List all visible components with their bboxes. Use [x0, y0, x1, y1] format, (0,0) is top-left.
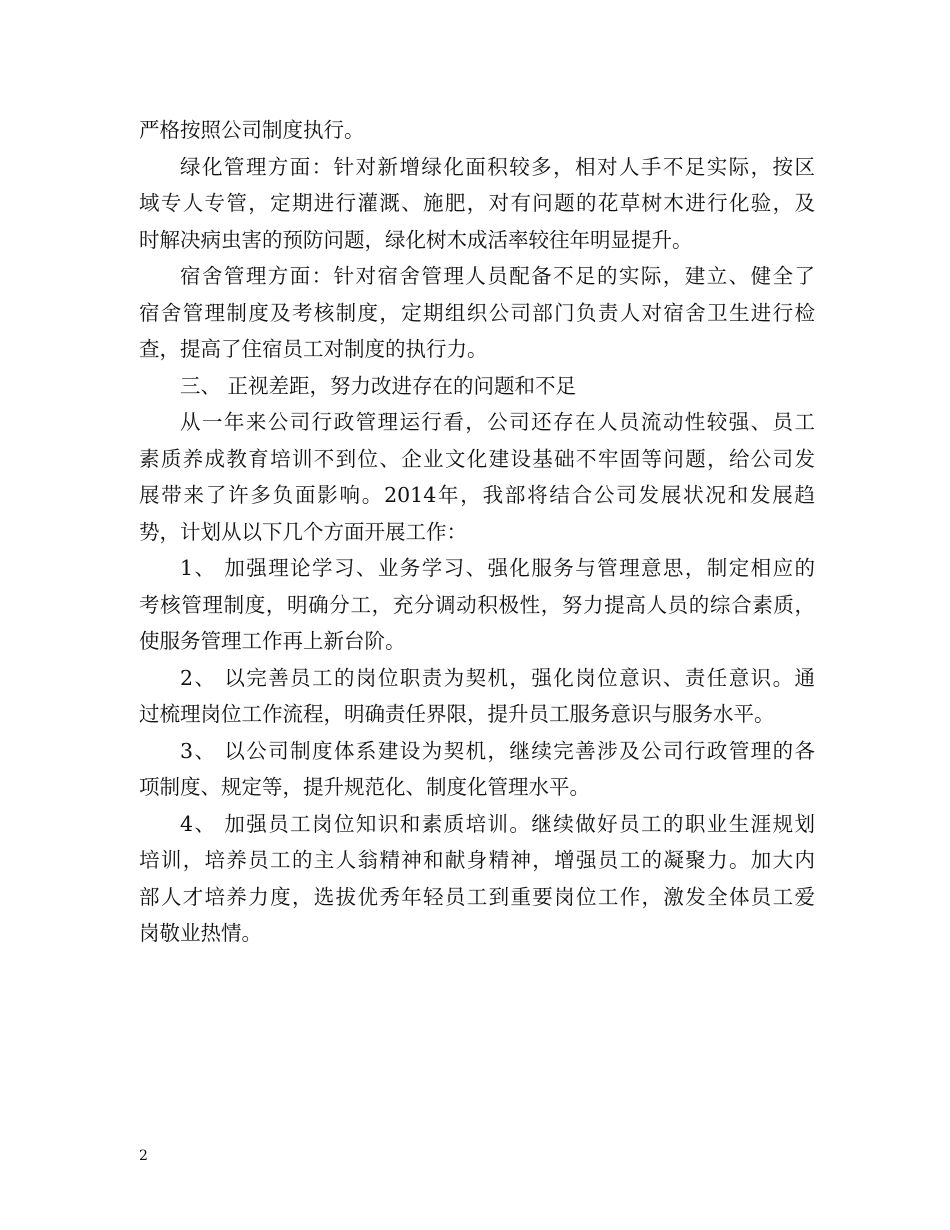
text-line: 势，计划从以下几个方面开展工作： [139, 519, 467, 544]
text-line: 培训，培养员工的主人翁精神和献身精神，增强员工的凝聚力。加大内 [139, 848, 815, 872]
text-line: 项制度、规定等，提升规范化、制度化管理水平。 [139, 775, 590, 799]
text-line: 部人才培养力度，选拔优秀年轻员工到重要岗位工作，激发全体员工爱 [139, 884, 815, 909]
text-line: 使服务管理工作再上新台阶。 [139, 629, 406, 653]
text-line: 岗敬业热情。 [139, 921, 262, 945]
text-line: 域专人专管，定期进行灌溉、施肥，对有问题的花草树木进行化验，及 [139, 191, 815, 215]
text-line: 1、 加强理论学习、业务学习、强化服务与管理意思，制定相应的 [180, 556, 815, 580]
text-line: 三、 正视差距，努力改进存在的问题和不足 [180, 373, 577, 398]
text-line: 宿舍管理制度及考核制度，定期组织公司部门负责人对宿舍卫生进行检 [139, 300, 815, 325]
text-line: 素质养成教育培训不到位、企业文化建设基础不牢固等问题，给公司发 [139, 446, 815, 471]
text-line: 展带来了许多负面影响。2014年，我部将结合公司发展状况和发展趋 [139, 483, 815, 507]
page-number: 2 [139, 1148, 148, 1164]
text-line: 绿化管理方面：针对新增绿化面积较多，相对人手不足实际，按区 [180, 154, 815, 179]
text-line: 3、 以公司制度体系建设为契机，继续完善涉及公司行政管理的各 [180, 738, 815, 763]
text-line: 查，提高了住宿员工对制度的执行力。 [139, 337, 488, 361]
text-line: 从一年来公司行政管理运行看，公司还存在人员流动性较强、员工 [180, 410, 815, 434]
text-line: 2、 以完善员工的岗位职责为契机，强化岗位意识、责任意识。通 [180, 665, 815, 690]
text-line: 4、 加强员工岗位知识和素质培训。继续做好员工的职业生涯规划 [180, 811, 815, 836]
text-line: 考核管理制度，明确分工，充分调动积极性，努力提高人员的综合素质， [139, 592, 815, 617]
text-line: 严格按照公司制度执行。 [139, 118, 365, 142]
text-line: 过梳理岗位工作流程，明确责任界限，提升员工服务意识与服务水平。 [139, 702, 775, 726]
document-body [139, 112, 815, 952]
text-line: 宿舍管理方面：针对宿舍管理人员配备不足的实际，建立、健全了 [180, 264, 815, 288]
text-line: 时解决病虫害的预防问题，绿化树木成活率较往年明显提升。 [139, 227, 693, 252]
